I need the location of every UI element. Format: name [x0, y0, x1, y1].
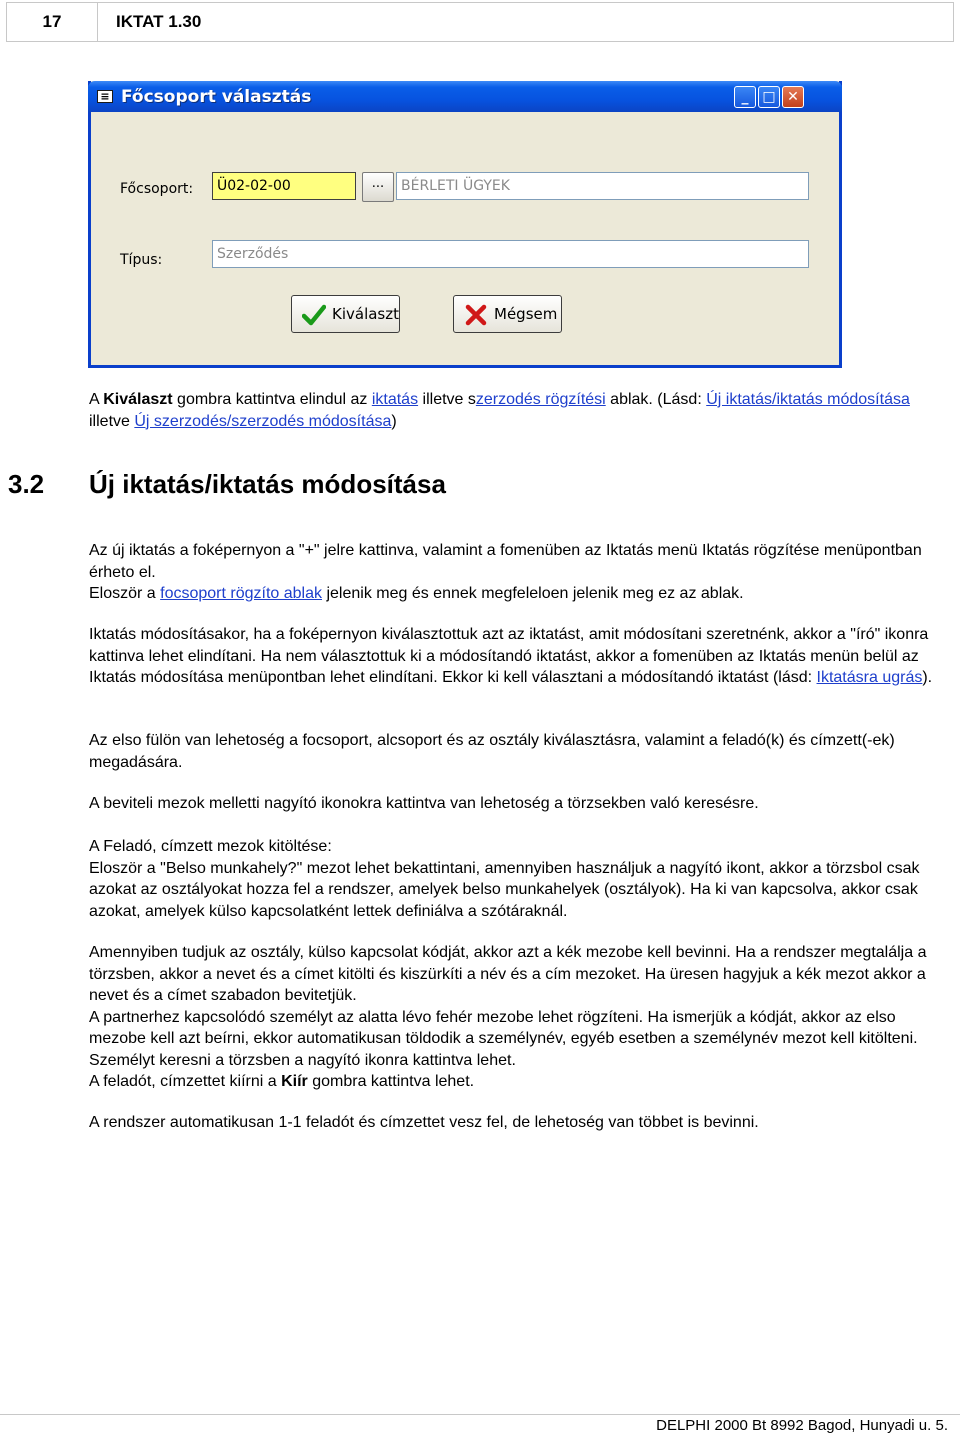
intro-text-4: ablak. (Lásd:: [605, 391, 707, 408]
p6-line-3a: A feladót, címzettet kiírni a: [89, 1073, 282, 1090]
p1-text-2: Eloször a: [89, 585, 161, 602]
dialog-titlebar: [88, 81, 842, 112]
paragraph-1: [89, 540, 949, 605]
kiir-bold: Kiír: [281, 1073, 308, 1090]
cross-icon: [464, 303, 488, 327]
intro-text-1: A: [89, 391, 104, 408]
tipus-field[interactable]: Szerződés: [212, 240, 809, 268]
focsoport-name-field[interactable]: BÉRLETI ÜGYEK: [396, 172, 809, 200]
tipus-label: Típus:: [120, 252, 163, 268]
p6-line-1: Amennyiben tudjuk az osztály, külso kapcsolat kódját, akkor azt a kék mezobe kell bevinni. Ha a rendszer megtalálja a törzsben, akkor a nevet és a címet kitölti és kiszürkíti a név és a cím mezoket. Ha üresen hagyjuk a kék mezot akkor a nevet és a címet szabadon bevitetjük.: [89, 944, 927, 1004]
focsoport-dialog: [88, 81, 842, 368]
minimize-button[interactable]: _: [734, 86, 756, 108]
p1-text: Az új iktatás a foképernyon a "+" jelre kattinva, valamint a fomenüben az Iktatás menü Iktatás rögzítése menüpontban érheto el.: [89, 542, 922, 581]
kivalaszt-label: Kiválaszt: [332, 305, 400, 323]
intro-text-6: ): [391, 412, 397, 430]
kivalaszt-bold: Kiválaszt: [103, 391, 173, 408]
paragraph-6: [89, 942, 949, 1093]
link-iktatas[interactable]: iktatás: [371, 391, 419, 408]
paragraph-7: A rendszer automatikusan 1-1 feladót és címzettet vesz fel, de lehetoség van többet is bevinni.: [89, 1114, 759, 1131]
megsem-label: Mégsem: [494, 305, 558, 323]
close-button[interactable]: ✕: [782, 86, 804, 108]
link-focsoport-rogzito[interactable]: focsoport rögzíto ablak: [160, 585, 323, 602]
paragraph-2: [89, 624, 949, 689]
page-number: 17: [6, 2, 98, 42]
p6-line-3c: gombra kattintva lehet.: [307, 1073, 475, 1090]
p6-line-2: A partnerhez kapcsolódó személyt az alatta lévo fehér mezobe lehet rögzíteni. Ha ismerjük a kódját, akkor az elso mezobe kell azt beírni, ekkor automatikusan töldodik a személynév, egyéb esetben a személynév mezot kell kitölteni. Személyt keresni a törzsben a nagyító ikonra kattintva lehet.: [89, 1008, 918, 1069]
p2-text: Iktatás módosításakor, ha a foképernyon kiválasztottuk azt az iktatást, amit módosítani szeretnénk, akkor a "író" ikonra kattinva lehet elindítani. Ha nem választottuk ki a módosítandó iktatást, akkor a fomenüben az Iktatás menün belül az Iktatás módosítása menüpontban lehet elindítani. Ekkor ki kell választani a módosítandó iktatást (lásd:: [89, 626, 929, 686]
paragraph-3: Az elso fülön van lehetoség a focsoport, alcsoport és az osztály kiválasztásra, valamint a feladó(k) és címzett(-ek) megadására.: [89, 732, 895, 771]
intro-text-2: gombra kattintva elindul az: [172, 391, 372, 408]
checkmark-icon: [302, 303, 326, 327]
link-uj-iktatas[interactable]: Új iktatás/iktatás módosítása: [706, 391, 910, 408]
focsoport-label: Főcsoport:: [120, 181, 194, 197]
paragraph-4: A beviteli mezok melletti nagyító ikonokra kattintva van lehetoség a törzsekben való keresésre.: [89, 795, 759, 812]
p2-text-2: ).: [922, 669, 933, 686]
footer-text: DELPHI 2000 Bt 8992 Bagod, Hunyadi u. 5.: [656, 1417, 948, 1434]
intro-text-3: illetve s: [418, 391, 476, 408]
footer-divider: [0, 1414, 960, 1415]
section-number: 3.2: [8, 469, 45, 499]
section-title: Új iktatás/iktatás módosítása: [89, 469, 446, 499]
p1-text-3: jelenik meg és ennek megfeleloen jelenik meg ez az ablak.: [322, 585, 744, 602]
maximize-button[interactable]: □: [758, 86, 780, 108]
browse-button[interactable]: ...: [362, 172, 394, 202]
focsoport-code-field[interactable]: Ü02-02-00: [212, 172, 356, 200]
p5-line-1: A Feladó, címzett mezok kitöltése:: [89, 838, 332, 855]
p5-line-2: Eloször a "Belso munkahely?" mezot lehet bekattintani, amennyiben használjuk a nagyító ikont, akkor a törzsbol csak azokat az osztályokat hozza fel a rendszer, amelyek belso munkahelyek (osztályok). Ha ki van kapcsolva, akkor csak azokat, amelyek külso kapcsolatként lettek definiálva a szótáraknál.: [89, 859, 920, 920]
window-icon: ≡: [97, 90, 113, 103]
intro-text-5: illetve: [89, 412, 135, 430]
megsem-button[interactable]: [453, 295, 562, 333]
link-szerzodes-rogzitesi[interactable]: zerzodés rögzítési: [475, 391, 606, 408]
link-iktatasra-ugras[interactable]: Iktatásra ugrás: [816, 669, 923, 686]
paragraph-5: [89, 836, 949, 922]
page-header-title: IKTAT 1.30: [98, 2, 954, 42]
link-uj-szerzodes[interactable]: Új szerzodés/szerzodés módosítása: [134, 412, 392, 430]
kivalaszt-button[interactable]: [291, 295, 400, 333]
intro-paragraph: [89, 389, 949, 432]
dialog-title: Főcsoport választás: [121, 87, 312, 107]
